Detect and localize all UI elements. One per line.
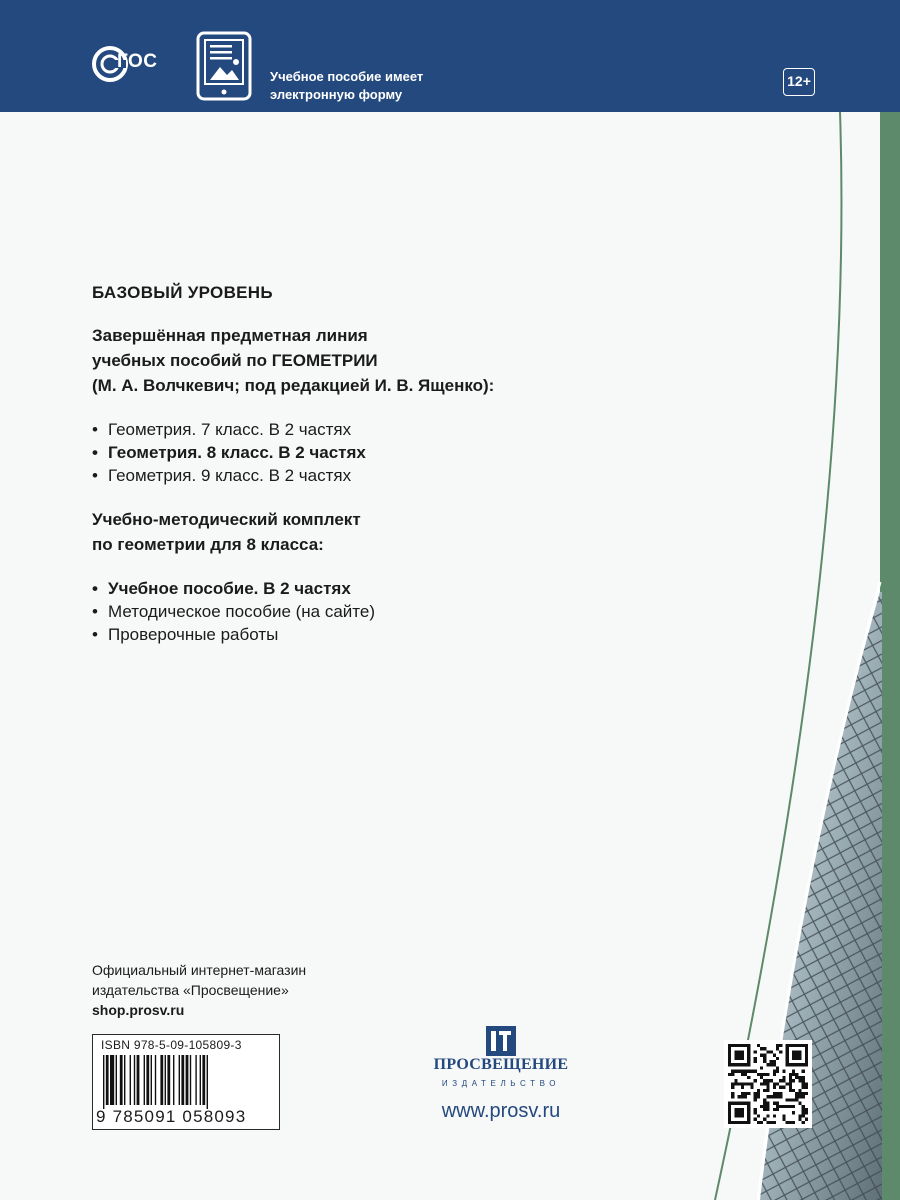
qr-module (773, 1121, 776, 1124)
qr-module (776, 1057, 779, 1060)
series-item-8: Геометрия. 8 класс. В 2 частях (108, 443, 366, 462)
bullet: • (92, 443, 98, 462)
qr-module (763, 1079, 766, 1082)
qr-module (792, 1111, 795, 1114)
qr-module (782, 1086, 785, 1089)
barcode-bar (202, 1055, 205, 1105)
qr-module (741, 1073, 744, 1076)
qr-module (766, 1073, 769, 1076)
qr-module (763, 1105, 766, 1108)
qr-module (744, 1095, 747, 1098)
qr-module (750, 1082, 753, 1085)
qr-module (773, 1086, 776, 1089)
desc-line-2: учебных пособий по ГЕОМЕТРИИ (92, 351, 378, 370)
qr-module (741, 1092, 744, 1095)
qr-module (738, 1070, 741, 1073)
qr-module (747, 1082, 750, 1085)
qr-module (766, 1095, 769, 1098)
qr-module (770, 1079, 773, 1082)
list-item (92, 623, 652, 646)
qr-module (779, 1050, 782, 1053)
qr-module (773, 1108, 776, 1111)
shop-line-1: Официальный интернет-магазин (92, 962, 307, 978)
qr-module (782, 1070, 785, 1073)
qr-module (773, 1102, 776, 1105)
qr-module (770, 1063, 773, 1066)
qr-module (770, 1050, 773, 1053)
qr-module (779, 1086, 782, 1089)
qr-module (773, 1054, 776, 1057)
qr-module (754, 1057, 757, 1060)
qr-module (798, 1114, 801, 1117)
umk-item-tests: Проверочные работы (108, 625, 279, 644)
barcode-bar (130, 1055, 131, 1105)
qr-module (798, 1102, 801, 1105)
qr-module (779, 1095, 782, 1098)
qr-module (741, 1082, 744, 1085)
umk-heading (92, 507, 652, 557)
qr-module (798, 1079, 801, 1082)
e-form-line-2: электронную форму (270, 87, 403, 102)
description-block (92, 283, 652, 646)
qr-module (766, 1114, 769, 1117)
bullet: • (92, 579, 98, 598)
qr-module (770, 1095, 773, 1098)
qr-module (795, 1092, 798, 1095)
barcode-bar (106, 1055, 109, 1105)
e-form-notice (270, 68, 423, 104)
qr-module (792, 1105, 795, 1108)
publisher-subtitle: ИЗДАТЕЛЬСТВО (441, 1079, 561, 1088)
qr-module (766, 1086, 769, 1089)
qr-module (805, 1092, 808, 1095)
qr-module (802, 1108, 805, 1111)
barcode-bar (155, 1055, 156, 1105)
qr-module (763, 1082, 766, 1085)
barcode-bar (190, 1055, 191, 1105)
qr-module (786, 1105, 789, 1108)
qr-module (754, 1092, 757, 1095)
qr-module (776, 1070, 779, 1073)
qr-module (795, 1095, 798, 1098)
qr-module (757, 1073, 760, 1076)
shop-line-2: издательства «Просвещение» (92, 982, 289, 998)
qr-module (757, 1114, 760, 1117)
barcode-bar (167, 1055, 170, 1105)
qr-module (805, 1086, 808, 1089)
qr-module (744, 1073, 747, 1076)
qr-module (795, 1076, 798, 1079)
bullet: • (92, 420, 98, 439)
qr-module (773, 1082, 776, 1085)
qr-module (766, 1102, 769, 1105)
isbn-number: ISBN 978-5-09-105809-3 (101, 1038, 242, 1052)
qr-module (757, 1095, 760, 1098)
umk-line-2: по геометрии для 8 класса: (92, 535, 324, 554)
qr-module (754, 1098, 757, 1101)
qr-module (802, 1070, 805, 1073)
qr-module (766, 1063, 769, 1066)
qr-module (731, 1082, 734, 1085)
qr-module (734, 1070, 737, 1073)
qr-module (757, 1121, 760, 1124)
qr-module (802, 1092, 805, 1095)
qr-module (789, 1079, 792, 1082)
qr-module (776, 1108, 779, 1111)
qr-module (741, 1070, 744, 1073)
qr-module (731, 1092, 734, 1095)
qr-module (773, 1092, 776, 1095)
qr-module (802, 1114, 805, 1117)
qr-module (763, 1057, 766, 1060)
qr-module (798, 1118, 801, 1121)
qr-module (776, 1066, 779, 1069)
qr-module (805, 1082, 808, 1085)
qr-module (763, 1118, 766, 1121)
qr-module (773, 1063, 776, 1066)
series-list (92, 418, 652, 487)
qr-module (760, 1121, 763, 1124)
isbn-barcode (92, 1034, 280, 1130)
fgos-label: ГОС (117, 51, 158, 72)
barcode-bar (144, 1055, 145, 1105)
barcode-bar (116, 1055, 117, 1105)
qr-module (744, 1070, 747, 1073)
list-item (92, 600, 652, 623)
qr-module (763, 1089, 766, 1092)
qr-module (738, 1082, 741, 1085)
qr-module (760, 1054, 763, 1057)
qr-module (754, 1118, 757, 1121)
qr-module (754, 1111, 757, 1114)
qr-module (779, 1044, 782, 1047)
qr-module (734, 1108, 744, 1118)
barcode-bar (120, 1055, 123, 1105)
qr-module (734, 1079, 737, 1082)
bullet: • (92, 602, 98, 621)
barcode-bar (186, 1055, 189, 1105)
qr-module (802, 1079, 805, 1082)
qr-module (782, 1079, 785, 1082)
qr-module (789, 1121, 792, 1124)
qr-module (789, 1073, 792, 1076)
qr-module (763, 1054, 766, 1057)
age-rating-badge: 12+ (783, 68, 815, 96)
qr-module (750, 1086, 753, 1089)
qr-module (760, 1105, 763, 1108)
qr-module (786, 1082, 789, 1085)
qr-module (750, 1070, 753, 1073)
barcode-bar (165, 1055, 166, 1105)
qr-module (782, 1118, 785, 1121)
list-item (92, 464, 652, 487)
qr-module (798, 1092, 801, 1095)
qr-module (792, 1089, 795, 1092)
qr-module (776, 1102, 779, 1105)
qr-module (789, 1076, 792, 1079)
series-description (92, 323, 652, 398)
qr-module (757, 1044, 760, 1047)
qr-module (760, 1073, 763, 1076)
qr-module (792, 1073, 795, 1076)
qr-module (798, 1089, 801, 1092)
qr-module (731, 1070, 734, 1073)
qr-module (747, 1092, 750, 1095)
qr-module (763, 1098, 766, 1101)
qr-module (789, 1089, 792, 1092)
qr-module (744, 1092, 747, 1095)
barcode-bar (173, 1055, 174, 1105)
qr-module (734, 1082, 737, 1085)
barcode-bar (179, 1055, 180, 1105)
desc-line-1: Завершённая предметная линия (92, 326, 368, 345)
qr-module (789, 1082, 792, 1085)
qr-module (760, 1082, 763, 1085)
qr-module (776, 1092, 779, 1095)
qr-module (770, 1060, 773, 1063)
qr-module (763, 1102, 766, 1105)
qr-module (766, 1082, 769, 1085)
qr-module (805, 1108, 808, 1111)
qr-module (754, 1050, 757, 1053)
qr-module (754, 1108, 757, 1111)
qr-module (779, 1105, 782, 1108)
qr-module (802, 1105, 805, 1108)
qr-module (766, 1121, 769, 1124)
qr-module (792, 1098, 795, 1101)
umk-item-textbook: Учебное пособие. В 2 частях (108, 579, 351, 598)
bullet: • (92, 466, 98, 485)
qr-module (792, 1070, 795, 1073)
qr-module (776, 1105, 779, 1108)
qr-module (731, 1086, 734, 1089)
bullet: • (92, 625, 98, 644)
barcode-bar (160, 1055, 163, 1105)
qr-code[interactable] (724, 1040, 812, 1128)
qr-module (738, 1095, 741, 1098)
qr-module (773, 1060, 776, 1063)
publisher-logo-icon (486, 1026, 516, 1056)
qr-module (798, 1076, 801, 1079)
barcode-bar (110, 1055, 114, 1105)
qr-module (802, 1095, 805, 1098)
qr-module (763, 1060, 766, 1063)
qr-module (776, 1082, 779, 1085)
qr-code-icon (728, 1044, 808, 1124)
qr-module (760, 1047, 763, 1050)
qr-module (798, 1095, 801, 1098)
qr-module (744, 1082, 747, 1085)
qr-module (792, 1121, 795, 1124)
qr-module (766, 1089, 769, 1092)
barcode-bars (101, 1055, 271, 1109)
list-item (92, 441, 652, 464)
barcode-bar (151, 1055, 152, 1105)
qr-module (747, 1076, 750, 1079)
qr-module (776, 1047, 779, 1050)
qr-module (763, 1047, 766, 1050)
qr-module (795, 1073, 798, 1076)
qr-module (773, 1073, 776, 1076)
e-book-tablet-icon (196, 31, 252, 101)
umk-item-methodical: Методическое пособие (на сайте) (108, 602, 376, 621)
qr-module (763, 1108, 766, 1111)
qr-module (786, 1121, 789, 1124)
qr-module (805, 1118, 808, 1121)
qr-module (760, 1076, 763, 1079)
qr-module (802, 1076, 805, 1079)
umk-line-1: Учебно-методический комплект (92, 510, 361, 529)
umk-list (92, 577, 652, 646)
qr-module (782, 1114, 785, 1117)
top-banner (0, 0, 900, 112)
shop-url[interactable]: shop.prosv.ru (92, 1002, 185, 1018)
publisher-website[interactable]: www.prosv.ru (441, 1100, 561, 1122)
qr-module (766, 1105, 769, 1108)
shop-info (92, 960, 306, 1020)
qr-module (766, 1050, 769, 1053)
qr-module (741, 1095, 744, 1098)
qr-module (754, 1070, 757, 1073)
building-facade-image (700, 112, 882, 1200)
qr-module (773, 1114, 776, 1117)
qr-module (795, 1098, 798, 1101)
qr-module (728, 1073, 731, 1076)
barcode-bar (134, 1055, 135, 1105)
list-item (92, 418, 652, 441)
qr-module (766, 1079, 769, 1082)
series-item-9: Геометрия. 9 класс. В 2 частях (108, 466, 352, 485)
qr-module (789, 1098, 792, 1101)
barcode-bar (124, 1055, 125, 1105)
qr-module (782, 1076, 785, 1079)
qr-module (754, 1079, 757, 1082)
qr-module (789, 1105, 792, 1108)
qr-module (770, 1121, 773, 1124)
level-heading: БАЗОВЫЙ УРОВЕНЬ (92, 283, 273, 302)
barcode-bar (207, 1055, 208, 1109)
qr-module (792, 1079, 795, 1082)
qr-module (741, 1086, 744, 1089)
series-item-7: Геометрия. 7 класс. В 2 частях (108, 420, 352, 439)
qr-module (776, 1095, 779, 1098)
barcode-bar (181, 1055, 184, 1105)
qr-module (805, 1111, 808, 1114)
qr-module (773, 1095, 776, 1098)
qr-module (731, 1073, 734, 1076)
barcode-bar (103, 1055, 104, 1109)
qr-module (802, 1121, 805, 1124)
qr-module (782, 1105, 785, 1108)
qr-module (789, 1086, 792, 1089)
barcode-bar (146, 1055, 149, 1105)
qr-module (779, 1092, 782, 1095)
qr-module (757, 1089, 760, 1092)
publisher-name: ПРОСВЕЩЕНИЕ (433, 1056, 569, 1073)
qr-module (760, 1066, 763, 1069)
qr-module (779, 1079, 782, 1082)
qr-module (754, 1060, 757, 1063)
e-form-line-1: Учебное пособие имеет (270, 69, 424, 84)
qr-module (786, 1098, 789, 1101)
list-item (92, 577, 652, 600)
qr-module (802, 1086, 805, 1089)
qr-module (763, 1073, 766, 1076)
qr-module (802, 1111, 805, 1114)
qr-module (734, 1050, 744, 1060)
qr-module (802, 1082, 805, 1085)
qr-module (747, 1070, 750, 1073)
qr-module (766, 1108, 769, 1111)
barcode-bar (195, 1055, 196, 1105)
qr-module (754, 1095, 757, 1098)
qr-module (776, 1044, 779, 1047)
qr-module (773, 1070, 776, 1073)
qr-module (757, 1092, 760, 1095)
ean-digits: 9 785091 058093 (96, 1107, 247, 1126)
desc-line-3: (М. А. Волчкевич; под редакцией И. В. Ященко): (92, 376, 495, 395)
qr-module (731, 1095, 734, 1098)
qr-module (792, 1050, 802, 1060)
barcode-bar (200, 1055, 201, 1105)
barcode-bar (137, 1055, 140, 1105)
green-edge-strip (880, 112, 900, 1200)
